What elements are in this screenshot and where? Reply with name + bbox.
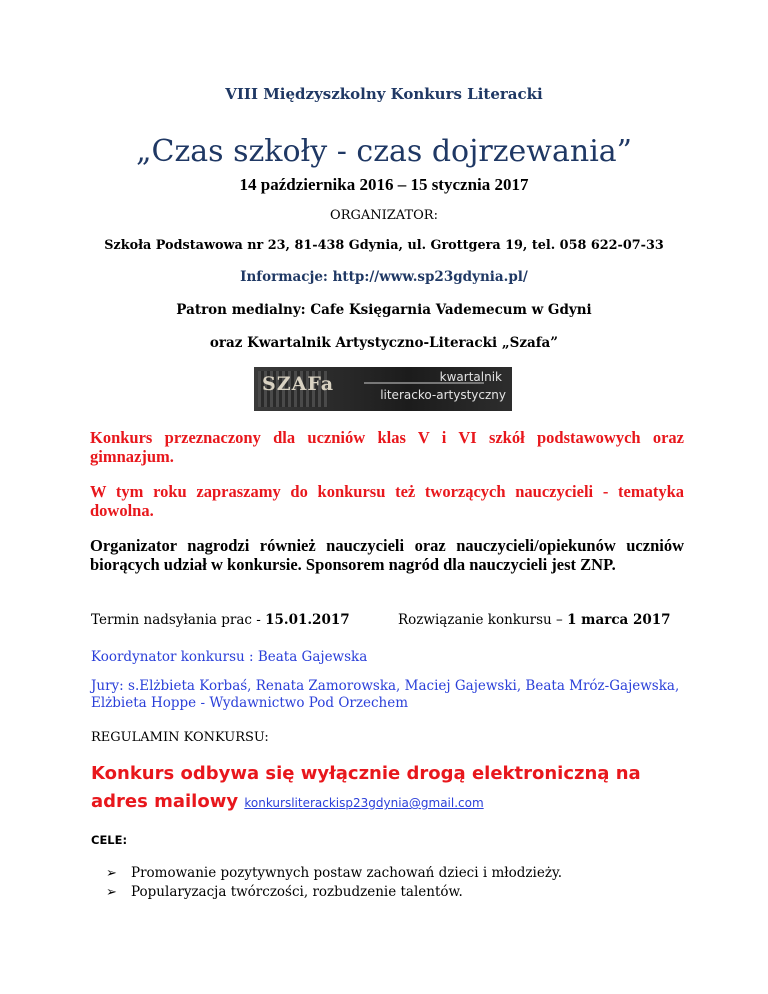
list-item xyxy=(106,864,562,883)
goals-list xyxy=(106,864,562,902)
submission-deadline xyxy=(91,612,350,628)
coordinator: Koordynator konkursu : Beata Gajewska xyxy=(91,649,368,665)
result-date-line xyxy=(398,612,671,628)
result-label: Rozwiązanie konkursu – xyxy=(398,612,568,628)
logo-line1: kwartalnik xyxy=(439,370,502,384)
audience-notice: Konkurs przeznaczony dla uczniów klas V i VI szkół podstawowych oraz gimnazjum. xyxy=(90,428,684,466)
teachers-notice: W tym roku zapraszamy do konkursu też tworzących nauczycieli - tematyka dowolna. xyxy=(90,482,684,520)
prizes-notice: Organizator nagrodzi również nauczycieli oraz nauczycieli/opiekunów uczniów biorących udział w konkursie. Sponsorem nagród dla nauczycieli jest ZNP. xyxy=(90,536,684,574)
result-date: 1 marca 2017 xyxy=(567,612,671,628)
submission-date: 15.01.2017 xyxy=(265,612,350,628)
list-item xyxy=(106,883,562,902)
szafa-logo xyxy=(254,367,512,411)
jury: Jury: s.Elżbieta Korbaś, Renata Zamorowska, Maciej Gajewski, Beata Mróz-Gajewska, Elżbieta Hoppe - Wydawnictwo Pod Orzechem xyxy=(91,678,680,711)
contest-title: „Czas szkoły - czas dojrzewania” xyxy=(135,134,633,169)
submission-label: Termin nadsyłania prac - xyxy=(91,612,266,628)
contest-edition: VIII Międzyszkolny Konkurs Literacki xyxy=(225,85,543,103)
logo-line2: literacko-artystyczny xyxy=(380,388,506,402)
media-patron: Patron medialny: Cafe Księgarnia Vademecum w Gdyni xyxy=(176,302,592,318)
arrow-bullet-icon: ➢ xyxy=(106,885,117,900)
electronic-text: Konkurs odbywa się wyłącznie drogą elektroniczną na adres mailowy xyxy=(91,763,641,812)
email-link[interactable]: konkursliterackisp23gdynia@gmail.com xyxy=(244,796,484,810)
rules-label: REGULAMIN KONKURSU: xyxy=(91,730,269,745)
goal-text: Promowanie pozytywnych postaw zachowań dzieci i młodzieży. xyxy=(131,865,563,881)
contest-dates: 14 października 2016 – 15 stycznia 2017 xyxy=(239,175,529,194)
electronic-notice xyxy=(91,760,651,817)
media-patron-2: oraz Kwartalnik Artystyczno-Literacki „Szafa” xyxy=(209,335,559,351)
organizer-label: ORGANIZATOR: xyxy=(330,208,438,223)
arrow-bullet-icon: ➢ xyxy=(106,866,117,881)
organizer-details: Szkoła Podstawowa nr 23, 81-438 Gdynia, ul. Grottgera 19, tel. 058 622-07-33 xyxy=(104,238,664,253)
goals-label: CELE: xyxy=(91,833,128,847)
logo-brand: SZAFa xyxy=(262,373,335,395)
goal-text: Popularyzacja twórczości, rozbudzenie talentów. xyxy=(131,884,463,900)
info-link[interactable]: Informacje: http://www.sp23gdynia.pl/ xyxy=(240,269,528,285)
